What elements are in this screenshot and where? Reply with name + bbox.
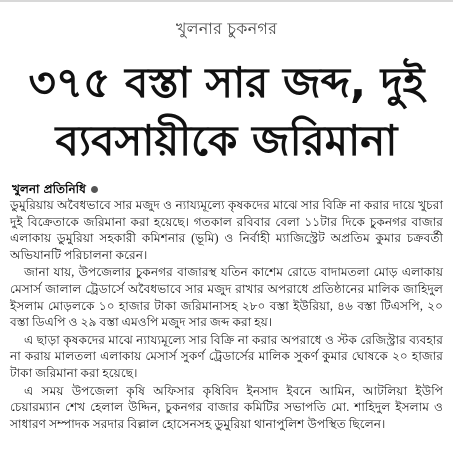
location-kicker: খুলনার চুকনগর xyxy=(175,19,278,38)
paragraph-3: এ ছাড়া কৃষকদের মাঝে ন্যায্যমূল্যে সার বিক্রি না করার অপরাধে ও স্টক রেজিস্ট্রার ব্যবহার না করায় মালতলা এলাকায় মেসার্স সুকর্ণ ট্রেডার্সের মালিক সুকর্ণ কুমার ঘোষকে ২০ হাজার টাকা জরিমানা করা হয়েছে। xyxy=(10,332,443,380)
paragraph-2: জানা যায়, উপজেলার চুকনগর বাজারস্থ যতিন কাশেম রোডে বাদামতলা মোড় এলাকায় মেসার্স জালাল ট্রেডার্সে অবৈধভাবে সার মজুদ রাখার অপরাধে প্রতিষ্ঠানের মালিক জাহিদুল ইসলাম মোড়লকে ১০ হাজার টাকা জরিমানাসহ ২৮০ বস্তা ইউরিয়া, ৪৬ বস্তা টিএসপি, ২০ বস্তা ডিএপি ও ২৯ বস্তা এমওপি মজুদ সার জব্দ করা হয়। xyxy=(10,265,443,330)
top-divider xyxy=(0,0,453,2)
byline-text: খুলনা প্রতিনিধি xyxy=(12,182,86,196)
article-headline: ৩৭৫ বস্তা সার জব্দ, দুই ব্যবসায়ীকে জরিমানা xyxy=(28,58,425,165)
paragraph-4: এ সময় উপজেলা কৃষি অফিসার কৃষিবিদ ইনসাদ ইবনে আমিন, আটলিয়া ইউপি চেয়ারম্যান শেখ হেলাল উদ্দিন, চুকনগর বাজার কমিটির সভাপতি মো. শাহিদুল ইসলাম ও সাধারণ সম্পাদক সরদার বিল্লাল হোসেনসহ ডুমুরিয়া থানাপুলিশ উপস্থিত ছিলেন। xyxy=(10,383,443,431)
bullet-icon xyxy=(91,186,98,193)
article-body xyxy=(10,197,443,433)
paragraph-1: ডুমুরিয়ায় অবৈধভাবে সার মজুদ ও ন্যায্যমূল্যে কৃষকদের মাঝে সার বিক্রি না করার দায়ে খুচরা দুই বিক্রেতাকে জরিমানা করা হয়েছে। গতকাল রবিবার বেলা ১১টার দিকে চুকনগর বাজার এলাকায় ডুমুরিয়া সহকারী কমিশনার (ভূমি) ও নির্বাহী ম্যাজিস্ট্রেট অপ্রতিম কুমার চক্রবর্তী অভিযানটি পরিচালনা করেন। xyxy=(10,198,443,262)
